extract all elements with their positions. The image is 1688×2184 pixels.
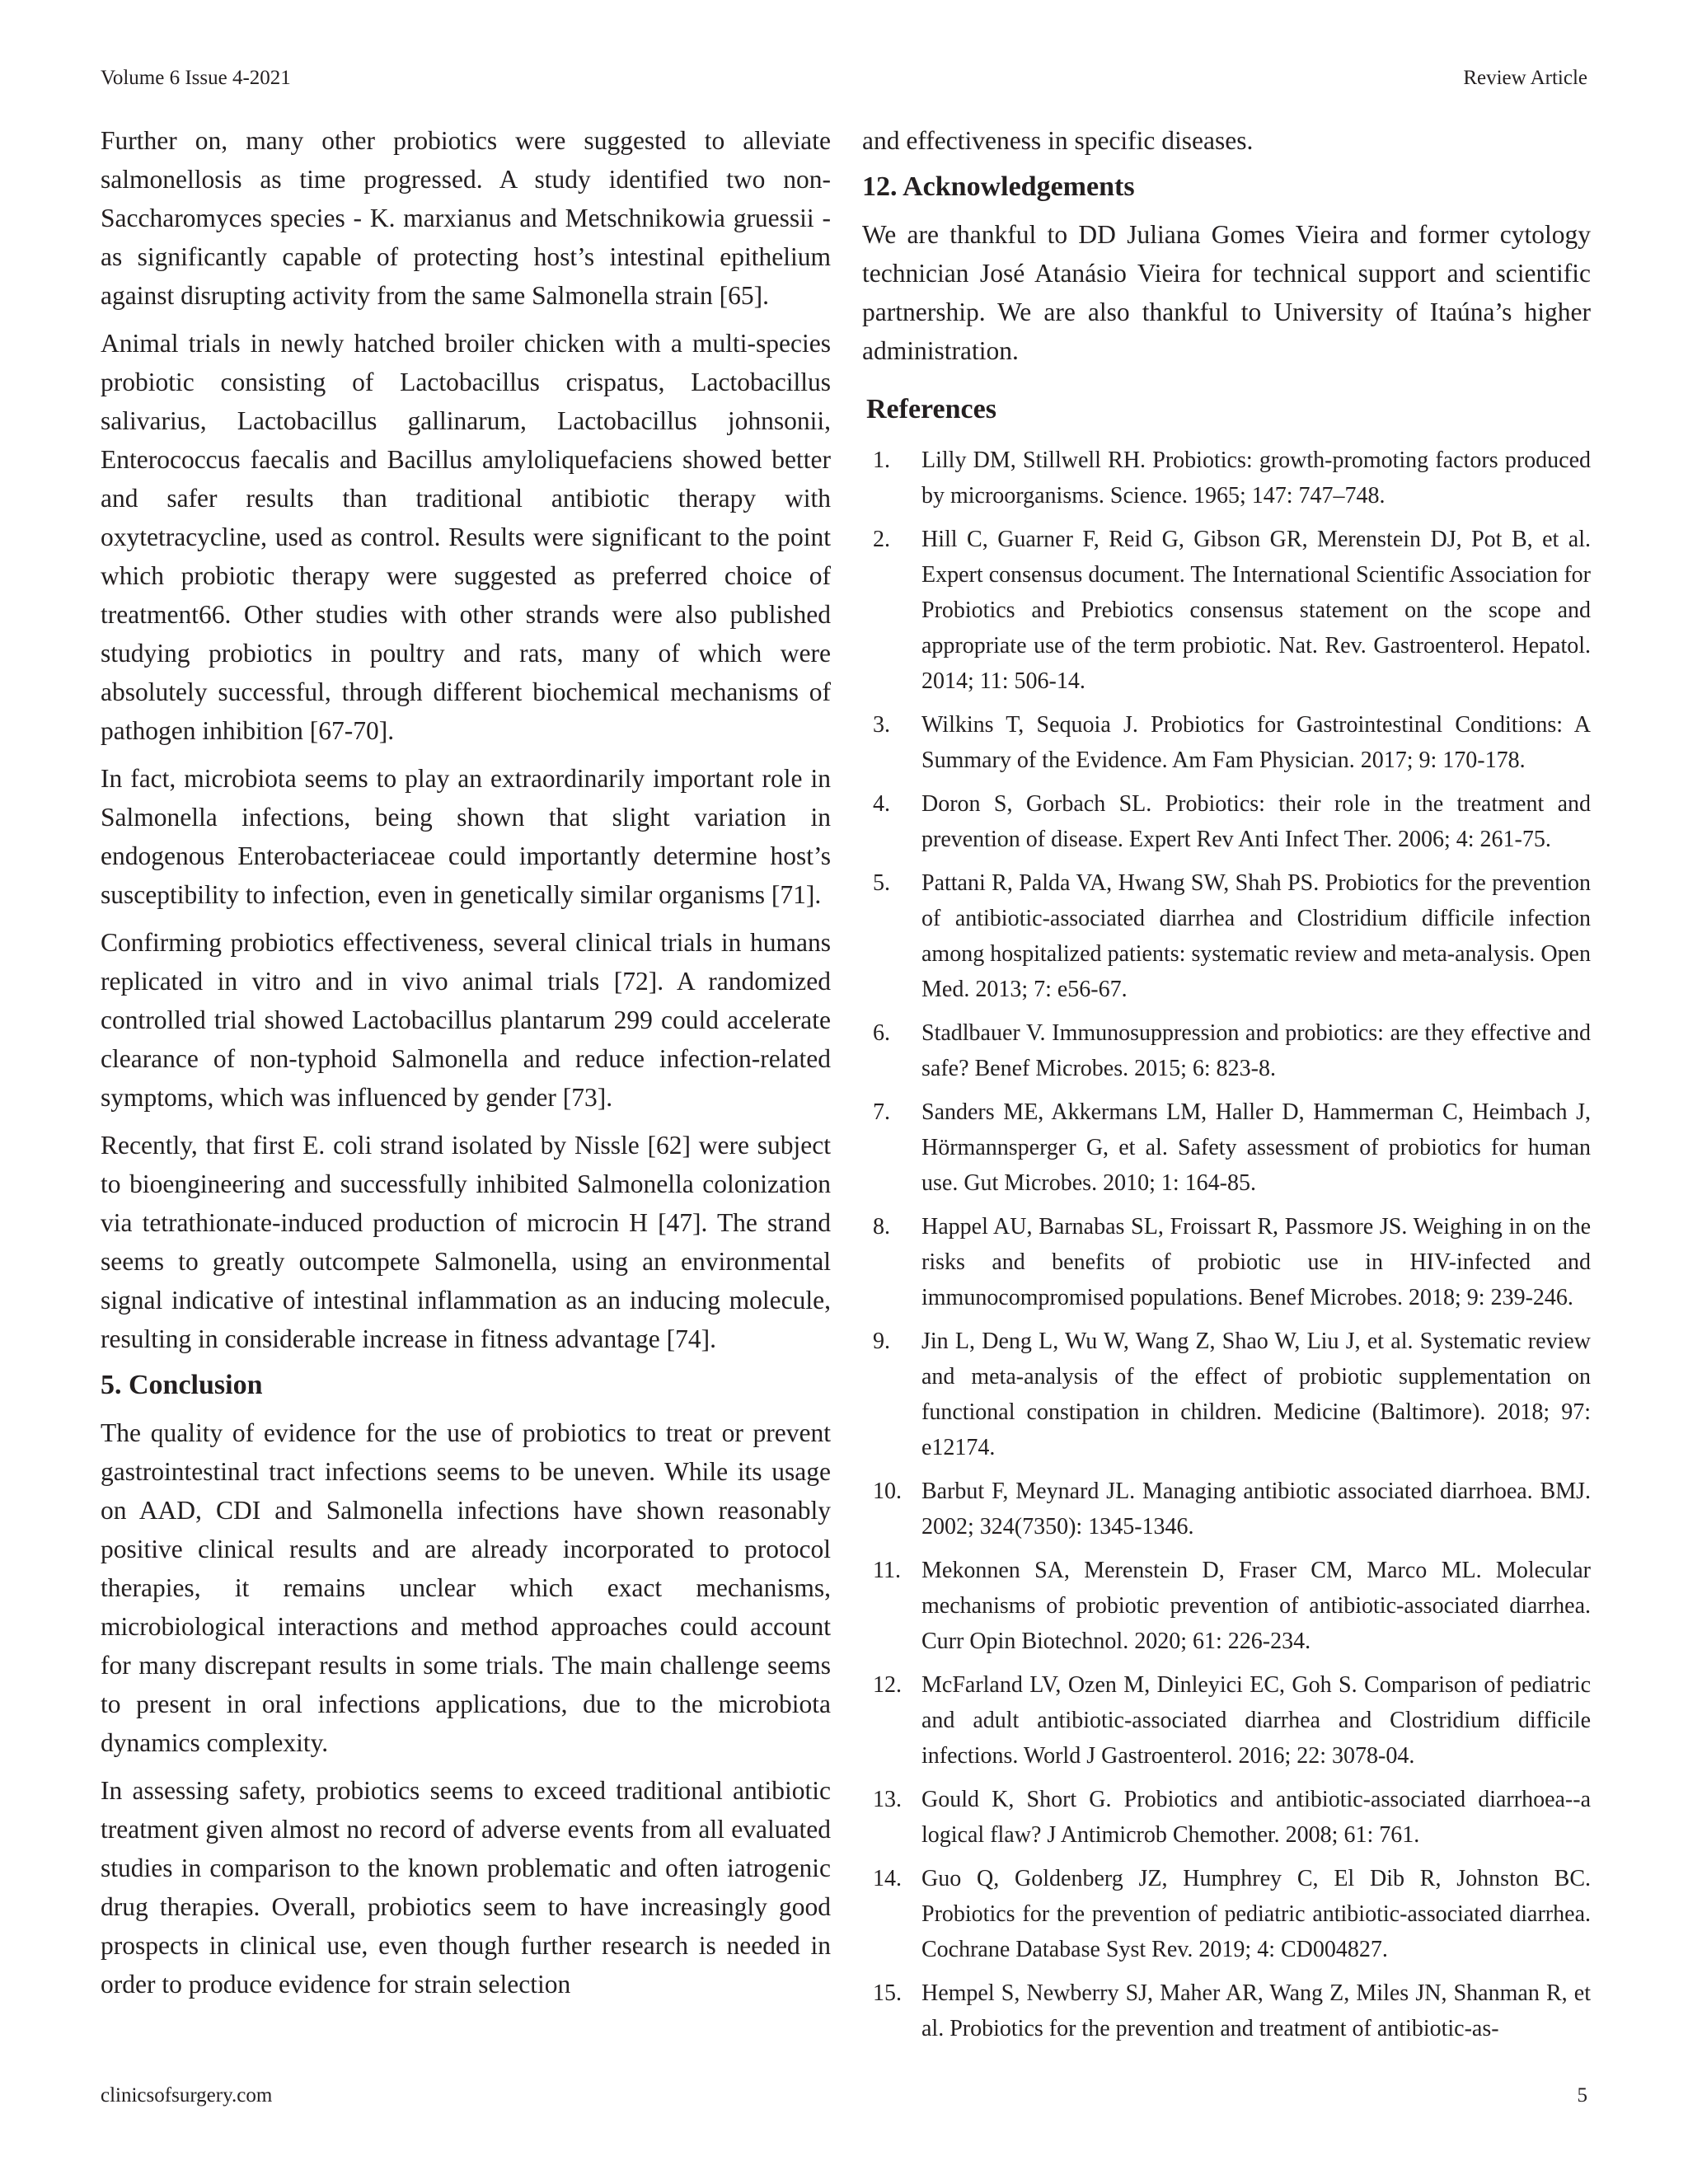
acknowledgements-heading: 12. Acknowledgements	[862, 171, 1135, 202]
reference-text: Stadlbauer V. Immunosuppression and probiotics: are they effective and safe? Benef Microbes. 2015; 6: 823-8.	[921, 1020, 1591, 1081]
reference-text: Mekonnen SA, Merenstein D, Fraser CM, Marco ML. Molecular mechanisms of probiotic prevention of antibiotic-associated diarrhea. Curr Opin Biotechnol. 2020; 61: 226-234.	[921, 1558, 1591, 1654]
reference-number: 14.	[873, 1866, 902, 1891]
page-number: 5	[1577, 2084, 1587, 2107]
reference-item	[862, 522, 1591, 699]
article-type: Review Article	[1463, 67, 1587, 89]
reference-text: Jin L, Deng L, Wu W, Wang Z, Shao W, Liu J, et al. Systematic review and meta-analysis of the effect of probiotic supplementation on functional constipation in children. Medicine (Baltimore). 2018; 97: e12174.	[921, 1329, 1591, 1460]
reference-item	[862, 1667, 1591, 1774]
reference-text: Hill C, Guarner F, Reid G, Gibson GR, Merenstein DJ, Pot B, et al. Expert consensus document. The International Scientific Association for Probiotics and Prebiotics consensus statement on the scope and appropriate use of the term probiotic. Nat. Rev. Gastroenterol. Hepatol. 2014; 11: 506-14.	[921, 527, 1591, 694]
conclusion-paragraph-1: The quality of evidence for the use of probiotics to treat or prevent gastrointestinal tract infections seems to be uneven. While its usage on AAD, CDI and Salmonella infections have shown reasonably positive clinical results and are already incorporated to protocol therapies, it remains unclear which exact mechanisms, microbiological interactions and method approaches could account for many discrepant results in some trials. The main challenge seems to present in oral infections applications, due to the microbiota dynamics complexity.	[101, 1418, 831, 1757]
reference-text: Happel AU, Barnabas SL, Froissart R, Passmore JS. Weighing in on the risks and benefits of probiotic use in HIV-infected and immunocompromised populations. Benef Microbes. 2018; 9: 239-246.	[921, 1214, 1591, 1310]
reference-item	[862, 1209, 1591, 1315]
reference-item	[862, 707, 1591, 778]
reference-item	[862, 1553, 1591, 1659]
paragraph-clinical-trials: Confirming probiotics effectiveness, several clinical trials in humans replicated in vitro and in vivo animal trials [72]. A randomized controlled trial showed Lactobacillus plantarum 299 could accelerate clearance of non-typhoid Salmonella and reduce infection-related symptoms, which was influenced by gender [73].	[101, 928, 831, 1112]
reference-item	[862, 1782, 1591, 1853]
reference-item	[862, 1324, 1591, 1465]
reference-text: Lilly DM, Stillwell RH. Probiotics: growth-promoting factors produced by microorganisms. Science. 1965; 147: 747–748.	[921, 448, 1591, 509]
reference-number: 8.	[873, 1214, 890, 1240]
acknowledgements-text: We are thankful to DD Juliana Gomes Vieira and former cytology technician José Atanásio Vieira for technical support and scientific partnership. We are also thankful to University of Itaúna’s higher administration.	[862, 220, 1591, 365]
paragraph-salmonellosis: Further on, many other probiotics were suggested to alleviate salmonellosis as time progressed. A study identified two non-Saccharomyces species - K. marxianus and Metschnikowia gruessii - as significantly capable of protecting host’s intestinal epithelium against disrupting activity from the same Salmonella strain [65].	[101, 126, 831, 310]
journal-volume: Volume 6 Issue 4-2021	[101, 67, 291, 89]
reference-item	[862, 443, 1591, 513]
reference-text: Guo Q, Goldenberg JZ, Humphrey C, El Dib R, Johnston BC. Probiotics for the prevention of pediatric antibiotic-associated diarrhea. Cochrane Database Syst Rev. 2019; 4: CD004827.	[921, 1866, 1591, 1962]
reference-number: 4.	[873, 791, 890, 817]
paragraph-ecoli-nissle: Recently, that first E. coli strand isolated by Nissle [62] were subject to bioengineering and successfully inhibited Salmonella colonization via tetrathionate-induced production of microcin H [47]. The strand seems to greatly outcompete Salmonella, using an environmental signal indicative of intestinal inflammation as an inducing molecule, resulting in considerable increase in fitness advantage [74].	[101, 1131, 831, 1353]
right-column	[862, 121, 1591, 2055]
reference-number: 6.	[873, 1020, 890, 1046]
reference-text: Pattani R, Palda VA, Hwang SW, Shah PS. Probiotics for the prevention of antibiotic-associated diarrhea and Clostridium difficile infection among hospitalized patients: systematic review and meta-analysis. Open Med. 2013; 7: e56-67.	[921, 870, 1591, 1002]
left-column	[101, 121, 831, 2013]
reference-number: 2.	[873, 527, 890, 552]
reference-number: 9.	[873, 1329, 890, 1354]
reference-item	[862, 865, 1591, 1007]
reference-number: 11.	[873, 1558, 901, 1583]
reference-text: Barbut F, Meynard JL. Managing antibiotic associated diarrhoea. BMJ. 2002; 324(7350): 1345-1346.	[921, 1479, 1591, 1540]
reference-number: 13.	[873, 1787, 902, 1812]
reference-item	[862, 1015, 1591, 1086]
reference-number: 5.	[873, 870, 890, 896]
references-heading: References	[866, 394, 996, 424]
reference-item	[862, 1474, 1591, 1544]
reference-list	[862, 443, 1591, 2046]
reference-number: 3.	[873, 712, 890, 738]
reference-number: 10.	[873, 1479, 902, 1504]
reference-text: Doron S, Gorbach SL. Probiotics: their role in the treatment and prevention of disease. Expert Rev Anti Infect Ther. 2006; 4: 261-75.	[921, 791, 1591, 852]
journal-website: clinicsofsurgery.com	[101, 2084, 273, 2107]
reference-item	[862, 1861, 1591, 1967]
reference-item	[862, 786, 1591, 857]
conclusion-continuation: and effectiveness in specific diseases.	[862, 126, 1254, 155]
reference-text: Hempel S, Newberry SJ, Maher AR, Wang Z, Miles JN, Shanman R, et al. Probiotics for the prevention and treatment of antibiotic-as-	[921, 1980, 1591, 2041]
paragraph-microbiota: In fact, microbiota seems to play an extraordinarily important role in Salmonella infections, being shown that slight variation in endogenous Enterobacteriaceae could importantly determine host’s susceptibility to infection, even in genetically similar organisms [71].	[101, 764, 831, 909]
reference-number: 15.	[873, 1980, 902, 2006]
reference-number: 12.	[873, 1672, 902, 1698]
paragraph-animal-trials: Animal trials in newly hatched broiler chicken with a multi-species probiotic consisting of Lactobacillus crispatus, Lactobacillus salivarius, Lactobacillus gallinarum, Lactobacillus johnsonii, Enterococcus faecalis and Bacillus amyloliquefaciens showed better and safer results than traditional antibiotic therapy with oxytetracycline, used as control. Results were significant to the point which probiotic therapy were suggested as preferred choice of treatment66. Other studies with other strands were also published studying probiotics in poultry and rats, many of which were absolutely successful, through different biochemical mechanisms of pathogen inhibition [67-70].	[101, 329, 831, 745]
conclusion-paragraph-2: In assessing safety, probiotics seems to exceed traditional antibiotic treatment given almost no record of adverse events from all evaluated studies in comparison to the known problematic and often iatrogenic drug therapies. Overall, probiotics seem to have increasingly good prospects in clinical use, even though further research is needed in order to produce evidence for strain selection	[101, 1776, 831, 1999]
reference-number: 7.	[873, 1099, 890, 1125]
reference-text: Gould K, Short G. Probiotics and antibiotic-associated diarrhoea--a logical flaw? J Antimicrob Chemother. 2008; 61: 761.	[921, 1787, 1591, 1848]
reference-text: Sanders ME, Akkermans LM, Haller D, Hammerman C, Heimbach J, Hörmannsperger G, et al. Safety assessment of probiotics for human use. Gut Microbes. 2010; 1: 164-85.	[921, 1099, 1591, 1196]
reference-text: Wilkins T, Sequoia J. Probiotics for Gastrointestinal Conditions: A Summary of the Evidence. Am Fam Physician. 2017; 9: 170-178.	[921, 712, 1591, 773]
reference-number: 1.	[873, 448, 890, 473]
reference-item	[862, 1975, 1591, 2046]
conclusion-heading: 5. Conclusion	[101, 1370, 263, 1400]
reference-item	[862, 1094, 1591, 1201]
reference-text: McFarland LV, Ozen M, Dinleyici EC, Goh S. Comparison of pediatric and adult antibiotic-associated diarrhea and Clostridium difficile infections. World J Gastroenterol. 2016; 22: 3078-04.	[921, 1672, 1591, 1769]
